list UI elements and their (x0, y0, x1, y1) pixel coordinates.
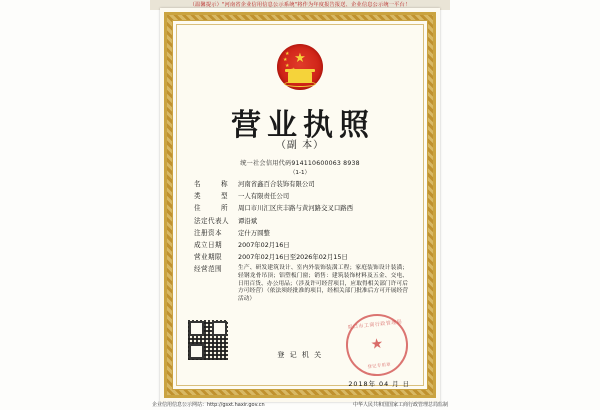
field-value-scope: 生产、研发建筑设计、室内外装饰装潢工程；家庭装饰设计装潢；轻钢龙骨吊顶；铝塑板门窗；销售：建筑装饰材料及五金、交电、日用百货、办公用品；（涉及许可经营项目，应取得相关部门许可后方可经营）（依法须经批准的项目，经相关部门批准后方可开展经营活动） (238, 265, 408, 302)
field-row (194, 241, 408, 250)
field-row (194, 180, 408, 189)
certificate-subtitle: （副 本） (275, 140, 325, 151)
copy-number: （1-1） (289, 170, 311, 176)
field-value-business-term: 2007年02月16日至2026年02月15日 (238, 253, 348, 262)
field-value-capital: 定什万圆整 (238, 228, 270, 237)
field-row-scope (194, 265, 408, 303)
credit-code-line (160, 158, 440, 167)
seal-star-icon: ★ (369, 335, 385, 353)
registration-authority-label: 登 记 机 关 (277, 351, 323, 359)
field-table (194, 180, 408, 306)
field-value-company-type: 一人有限责任公司 (238, 192, 290, 201)
field-value-established-date: 2007年02月16日 (238, 240, 290, 249)
field-value-company-name: 河南省鑫百合装饰有限公司 (238, 180, 315, 188)
field-value-address: 周口市川汇区庆丰路与黄河路交叉口路西 (238, 204, 354, 213)
field-label: 注册资本 (194, 228, 222, 237)
national-emblem-icon (277, 44, 323, 90)
issue-date: 2018年 04 月 日 (348, 380, 410, 388)
seal-top-text: 周口市工商行政管理局 (347, 319, 403, 331)
field-label-scope: 经营范围 (194, 265, 222, 274)
certificate-title: 营业执照 (231, 108, 375, 143)
field-label: 住 所 (194, 204, 230, 213)
emblem-big-star: ★ (294, 51, 306, 66)
field-row (194, 229, 408, 238)
field-label: 法定代表人 (194, 216, 229, 225)
seal-bottom-text: 登记专用章 (367, 362, 392, 371)
field-label: 名 称 (194, 180, 230, 188)
page-footer (150, 399, 450, 410)
footer-website: 企业信用信息公示网站：http://gsxt.haxir.gov.cn (152, 402, 265, 408)
credit-code-label: 统一社会信用代码 (240, 160, 292, 167)
field-value-legal-rep: 谭沿斌 (238, 216, 258, 225)
emblem-gear (284, 81, 316, 87)
credit-code-value: 914110600063 8938 (291, 160, 360, 167)
field-row (194, 204, 408, 213)
field-label: 成立日期 (194, 240, 222, 249)
field-row (194, 217, 408, 226)
emblem-small-stars: ★ ★ ★ (283, 51, 290, 69)
footer-issuer: 中华人民共和国国家工商行政管理总局监制 (352, 402, 448, 408)
field-label: 营业期限 (194, 253, 222, 262)
business-license-certificate (160, 8, 440, 402)
field-row (194, 192, 408, 201)
field-row (194, 253, 408, 262)
field-label: 类 型 (194, 192, 230, 201)
top-banner-notice: （温馨提示）"河南省企业信用信息公示系统"将作为年度报告报送、企业信息公示统一平台！ (150, 0, 450, 10)
